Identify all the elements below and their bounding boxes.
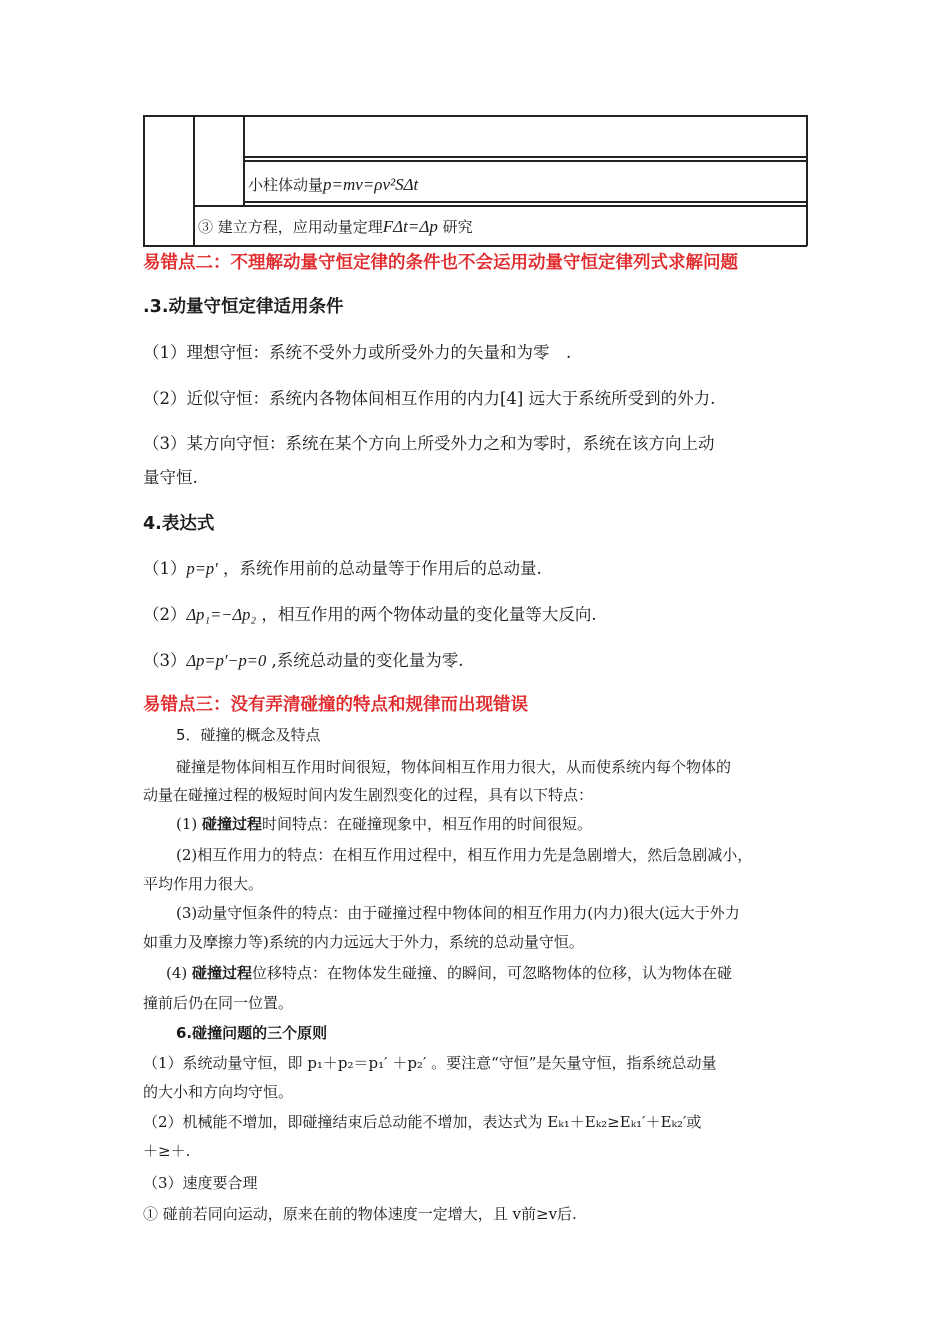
section2-heading-4: 4.表达式 xyxy=(143,514,215,534)
condition-3-line2: 量守恒. xyxy=(143,468,198,487)
feature-4-num: (4) xyxy=(166,964,193,982)
feature-3-line1: (3)动量守恒条件的特点：由于碰撞过程中物体间的相互作用力(内力)很大(远大于外力 xyxy=(176,904,740,922)
rule-1-line1: （1）系统动量守恒，即 p₁＋p₂＝p₁′ ＋p₂′ 。要注意“守恒”是矢量守恒，指系统总动量 xyxy=(143,1054,717,1072)
expression-1-text: ，系统作用前的总动量等于作用后的总动量. xyxy=(223,559,542,578)
expression-1 xyxy=(143,555,542,579)
table-row2-formula: p=mv=ρv²SΔt xyxy=(323,175,419,194)
section2-heading-3: .3.动量守恒定律适用条件 xyxy=(143,297,344,317)
feature-2-line1: (2)相互作用力的特点：在相互作用过程中，相互作用力先是急剧增大，然后急剧减小， xyxy=(176,846,753,864)
expression-1-num: （1） xyxy=(143,559,187,578)
condition-2: （2）近似守恒：系统内各物体间相互作用的内力[4] 远大于系统所受到的外力. xyxy=(143,389,716,408)
feature-1-num: (1) xyxy=(176,815,203,833)
feature-2-line2: 平均作用力很大。 xyxy=(143,875,264,893)
section3-heading-6: 6.碰撞问题的三个原则 xyxy=(176,1024,328,1042)
feature-1 xyxy=(176,813,592,834)
expression-3-formula: Δp=p′−p=0 xyxy=(186,651,267,670)
section3-heading-5: 5．碰撞的概念及特点 xyxy=(176,726,321,744)
collision-para-line1: 碰撞是物体间相互作用时间很短，物体间相互作用力很大，从而使系统内每个物体的 xyxy=(176,758,732,776)
table-row3-formula: FΔt=Δp xyxy=(382,217,438,236)
condition-3-line1: （3）某方向守恒：系统在某个方向上所受外力之和为零时，系统在该方向上动 xyxy=(143,434,715,453)
section2-title: 易错点二：不理解动量守恒定律的条件也不会运用动量守恒定律列式求解问题 xyxy=(143,253,738,273)
feature-4-bold: 碰撞过程 xyxy=(192,964,253,982)
feature-4-text: 位移特点：在物体发生碰撞、的瞬间，可忽略物体的位移，认为物体在碰 xyxy=(252,964,733,982)
feature-4-line2: 撞前后仍在同一位置。 xyxy=(143,994,294,1012)
table-row3-label: ③ 建立方程，应用动量定理 xyxy=(198,218,383,236)
rule-2-line1: （2）机械能不增加，即碰撞结束后总动能不增加，表达式为 Eₖ₁＋Eₖ₂≥Eₖ₁′＋Eₖ₂′或 xyxy=(143,1113,702,1131)
feature-1-text: 时间特点：在碰撞现象中，相互作用的时间很短。 xyxy=(262,815,593,833)
feature-3-line2: 如重力及摩擦力等)系统的内力远远大于外力，系统的总动量守恒。 xyxy=(143,933,584,951)
rule-2-line2: ＋≥＋. xyxy=(143,1142,191,1160)
expression-3-num: （3） xyxy=(143,651,187,670)
section3-title: 易错点三：没有弄清碰撞的特点和规律而出现错误 xyxy=(143,695,528,715)
expression-3-text: ,系统总动量的变化量为零. xyxy=(271,651,464,670)
collision-para-line2: 动量在碰撞过程的极短时间内发生剧烈变化的过程，具有以下特点： xyxy=(143,786,594,804)
rule-3-1: ① 碰前若同向运动，原来在前的物体速度一定增大，且 v前≥v后. xyxy=(143,1205,577,1223)
expression-2-num: （2） xyxy=(143,605,187,624)
expression-1-formula: p=p′ xyxy=(186,559,218,578)
expression-2 xyxy=(143,601,597,625)
feature-4-line1 xyxy=(166,962,732,983)
table-row3 xyxy=(198,216,473,237)
rule-3: （3）速度要合理 xyxy=(143,1174,258,1192)
table-row2-label: 小柱体动量 xyxy=(248,176,324,194)
table-row3-tail: 研究 xyxy=(442,218,473,236)
expression-2-formula: Δp₁=−Δp₂ xyxy=(186,605,257,624)
condition-1: （1）理想守恒：系统不受外力或所受外力的矢量和为零 . xyxy=(143,343,572,362)
rule-1-line2: 的大小和方向均守恒。 xyxy=(143,1083,294,1101)
table-row2 xyxy=(248,174,418,195)
feature-1-bold: 碰撞过程 xyxy=(202,815,263,833)
expression-2-text: ，相互作用的两个物体动量的变化量等大反向. xyxy=(261,605,597,624)
expression-3 xyxy=(143,647,463,671)
